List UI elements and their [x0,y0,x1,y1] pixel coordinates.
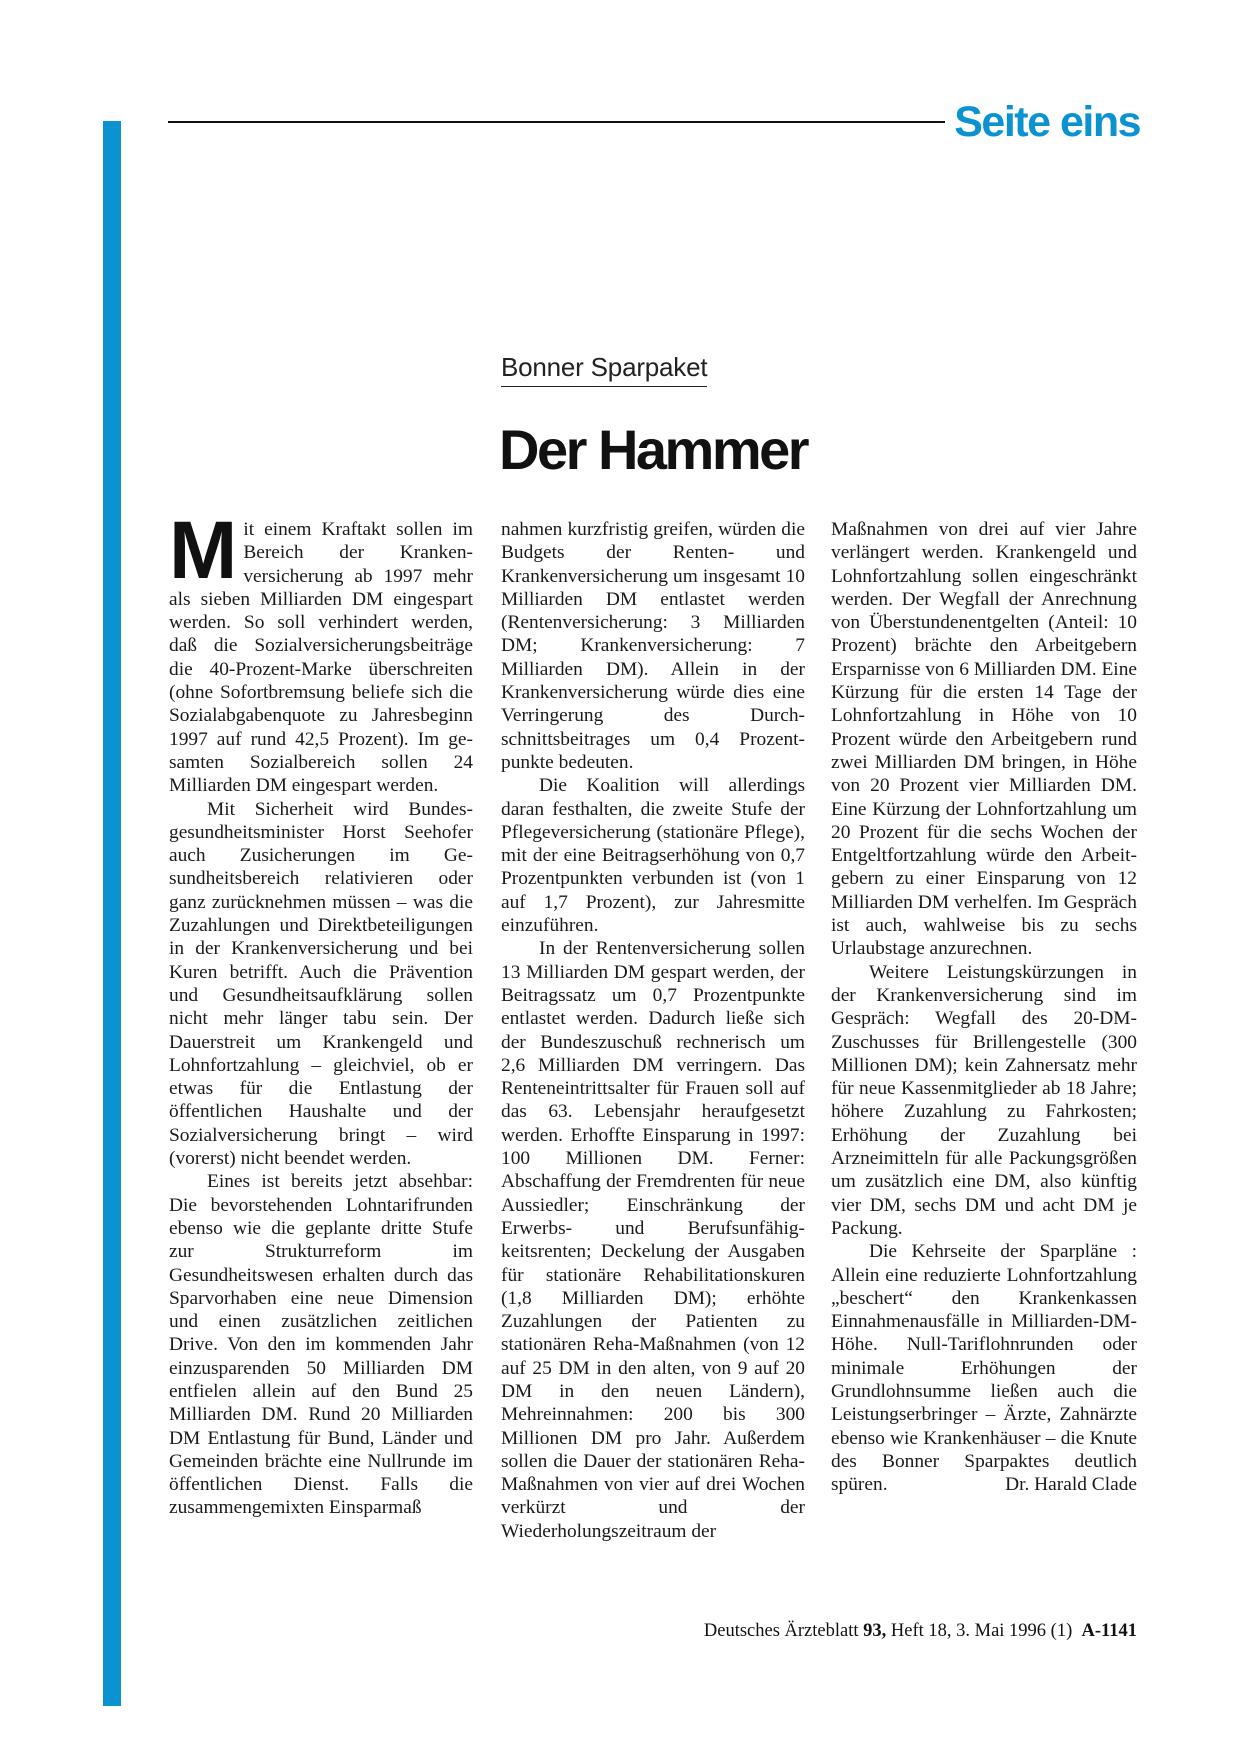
page-number: A-1141 [1081,1621,1137,1641]
paragraph-1-text: it einem Kraftakt sollen im Bereich der Krankenversicherung ab 1997 mehr als sieben Milliarden DM eingespart werden. So soll verhindert werden, daß die Sozialversicherungsbeiträge die 40-Prozent-Marke überschreiten (ohne Sofortbremsung beliefe sich die Sozialabgabenquote zu Jahresbeginn 1997 auf rund 42,5 Prozent). Im gesamten Sozialbereich sollen 24 Milliarden DM eingespart werden. [169,519,473,797]
issue-info: Heft 18, 3. Mai 1996 (1) [890,1621,1073,1641]
paragraph-9 [831,1240,1137,1496]
article-kicker: Bonner Sparpaket [501,351,707,387]
article-column-3 [831,518,1137,1496]
author-signature: Dr. Harald Clade [1005,1474,1137,1496]
paragraph-6: In der Rentenversicherung sollen 13 Milliarden DM gespart werden, der Beitragssatz um 0,7 Prozentpunkte entlastet werden. Dadurch ließe sich der Bundeszuschuß rechnerisch um 2,6 Milliarden DM verringern. Das Renteneintrittsalter für Frauen soll auf das 63. Lebensjahr heraufgesetzt werden. Erhoffte Einsparung in 1997: 100 Millionen DM. Ferner: Abschaffung der Fremdrenten für neue Aussiedler; Einschränkung der Erwerbs- und Berufsunfähigkeitsrenten; Deckelung der Ausgaben für stationäre Rehabilitationskuren (1,8 Milliarden DM); erhöhte Zuzahlungen der Patienten zu stationären Reha-Maßnahmen (von 12 auf 25 DM in den alten, von 9 auf 20 DM in den neuen Ländern), Mehreinnahmen: 200 bis 300 Millionen DM pro Jahr. Außerdem sollen die Dauer der stationären Reha-Maßnahmen von vier auf drei Wochen verkürzt und der Wiederholungszeitraum der [501,938,805,1542]
paragraph-2: Mit Sicherheit wird Bundesgesundheitsminister Horst Seehofer auch Zusicherungen im Gesundheitsbereich relativieren oder ganz zurücknehmen müssen – was die Zuzahlungen und Direktbeteiligungen in der Krankenversicherung und bei Kuren betrifft. Auch die Prävention und Gesundheitsaufklärung sollen nicht mehr länger tabu sein. Der Dauerstreit um Krankengeld und Lohnfortzahlung – gleichviel, ob er etwas für die Entlastung der öffentlichen Haushalte und der Sozialversicherung bringt – wird (vorerst) nicht beendet werden. [169,798,473,1170]
article-headline: Der Hammer [499,418,808,481]
paragraph-5: Die Koalition will allerdings daran festhalten, die zweite Stufe der Pflegeversicherung (stationäre Pflege), mit der eine Beitragserhöhung von 0,7 Prozentpunkten verbunden ist (von 1 auf 1,7 Prozent), zur Jahresmitte einzuführen. [501,775,805,937]
section-label: Seite eins [954,98,1140,146]
accent-bar [103,121,121,1706]
paragraph-8: Weitere Leistungskürzungen in der Krankenversicherung sind im Gespräch: Wegfall des 20-DM-Zuschusses für Brillengestelle (300 Millionen DM); kein Zahnersatz mehr für neue Kassenmitglieder ab 18 Jahre; höhere Zuzahlung zu Fahrkosten; Erhöhung der Zuzahlung bei Arzneimitteln für alle Packungsgrößen um zusätzlich eine DM, also künftig vier DM, sechs DM und acht DM je Packung. [831,961,1137,1239]
paragraph-4: nahmen kurzfristig greifen, würden die Budgets der Renten- und Krankenversicherung um insgesamt 10 Milliarden DM entlastet werden (Rentenversicherung: 3 Milliarden DM; Krankenversicherung: 7 Milliarden DM). Allein in der Krankenversicherung würde dies eine Verringerung des Durchschnittsbeitrages um 0,4 Prozentpunkte bedeuten. [501,519,805,773]
paragraph-3: Eines ist bereits jetzt absehbar: Die bevorstehenden Lohntarifrunden ebenso wie die geplante dritte Stufe zur Strukturreform im Gesundheitswesen erhalten durch das Sparvorhaben eine neue Dimension und einen zusätzlichen zeitlichen Drive. Von den im kommenden Jahr einzusparenden 50 Milliarden DM entfielen allein auf den Bund 25 Milliarden DM. Rund 20 Milliarden DM Entlastung für Bund, Länder und Gemeinden brächte eine Nullrunde im öffentlichen Dienst. Falls die zusammengemixten Einsparmaß [169,1171,473,1519]
paragraph-7: Maßnahmen von drei auf vier Jahre verlängert werden. Krankengeld und Lohnfortzahlung sollen eingeschränkt werden. Der Wegfall der Anrechnung von Überstundenentgelten (Anteil: 10 Prozent) brächte den Arbeitgebern Ersparnisse von 6 Milliarden DM. Eine Kürzung für die ersten 14 Tage der Lohnfortzahlung in Höhe von 10 Prozent würde den Arbeitgebern rund zwei Milliarden DM bringen, in Höhe von 20 Prozent vier Milliarden DM. Eine Kürzung der Lohnfortzahlung um 20 Prozent für die sechs Wochen der Entgeltfortzahlung würde den Arbeitgebern zu einer Einsparung von 12 Milliarden DM verhelfen. Im Gespräch ist auch, wahlweise bis zu sechs Urlaubstage anzurechnen. [831,519,1137,960]
header-rule [168,121,945,123]
paragraph-9-text: Die Kehrseite der Sparpläne : Allein eine reduzierte Lohnfortzahlung „beschert“ den Krankenkassen Einnahmenausfälle in Milliarden-DM-Höhe. Null-Tariflohnrunden oder minimale Erhöhungen der Grundlohnsumme ließen auch die Leistungserbringer – Ärzte, Zahnärzte ebenso wie Krankenhäuser – die Knute des Bonner Sparpaktes deutlich spüren. [831,1241,1137,1496]
page-footer [600,1619,1137,1643]
drop-cap: M [169,505,238,596]
paragraph-1 [169,505,473,798]
article-column-2 [501,518,805,1543]
journal-name: Deutsches Ärzteblatt [703,1621,859,1641]
article-column-1 [169,505,473,1520]
journal-volume: 93, [863,1621,887,1641]
